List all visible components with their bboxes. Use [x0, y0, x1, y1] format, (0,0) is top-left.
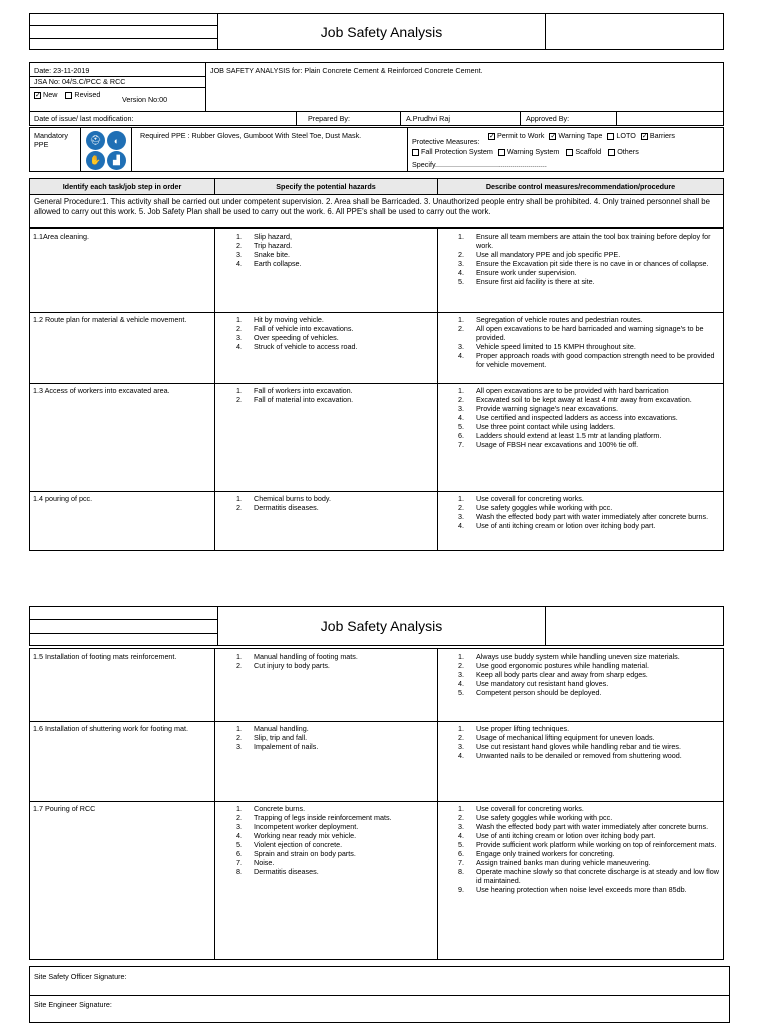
- warning-tape-checkbox[interactable]: ✓: [550, 132, 557, 140]
- page-title-2: Job Safety Analysis: [320, 618, 443, 634]
- control-list-item: 6. Engage only trained workers for concreting.: [458, 849, 615, 858]
- new-checkbox[interactable]: ✓: [35, 91, 41, 99]
- control-list-item: 3. Provide warning signage's near excavations.: [458, 404, 619, 413]
- hazard-list-item: 6. Sprain and strain on body parts.: [236, 849, 356, 858]
- hazard-list-item: 3. Over speeding of vehicles.: [236, 333, 339, 342]
- page-title: Job Safety Analysis: [320, 23, 443, 40]
- control-list-item: 4. Use mandatory cut resistant hand gloves.: [458, 679, 609, 688]
- control-list-item: 4. Unwanted nails to be denailed or removed from shuttering wood.: [458, 751, 682, 760]
- control-list-item: 2. Use good ergonomic postures while handling material.: [458, 661, 649, 670]
- control-list-item: 2. Use all mandatory PPE and job specific PPE.: [458, 250, 621, 259]
- protective-measures-label: Protective Measures:: [412, 137, 480, 146]
- control-list-item: 4. Use of anti itching cream or lotion over itching body part.: [458, 521, 656, 530]
- hazard-list-item: 7. Noise.: [236, 858, 275, 867]
- hazard-list: [232, 386, 432, 404]
- hazard-list-item: 1. Fall of workers into excavation.: [236, 386, 353, 395]
- hazard-list-item: 5. Violent ejection of concrete.: [236, 840, 343, 849]
- control-list-item: 1. Use coverall for concreting works.: [458, 804, 584, 813]
- meta-block: [29, 62, 724, 126]
- control-list-item: 4. Ensure work under supervision.: [458, 268, 577, 277]
- hazard-list-item: 3. Snake bite.: [236, 250, 290, 259]
- hazard-list-item: 1. Chemical burns to body.: [236, 494, 331, 503]
- task-table-page2: [29, 648, 724, 960]
- warning-system-checkbox[interactable]: [498, 149, 505, 156]
- general-procedure: General Procedure:1. This activity shall be carried out under competent supervision. 2. Area shall be Barricaded. 3. Unauthorized people entry shall be prohibited. 4. Only trained personnel shall be allowed to carry out this work. 5. Job Safety Plan shall be used to carry out the work. 6. All PPE's shall be used to carry out the work.: [29, 194, 724, 228]
- protective-measures-row2: Fall Protection System Warning System Scaffold Others: [412, 147, 639, 156]
- task-step: 1.1Area cleaning.: [33, 232, 89, 241]
- header-control: Describe control measures/recommendation/procedure: [485, 182, 676, 191]
- approved-by-label: Approved By:: [526, 114, 570, 123]
- fall-protection-checkbox[interactable]: [412, 149, 419, 156]
- control-list-item: 9. Use hearing protection when noise level exceeds more than 85db.: [458, 885, 687, 894]
- control-list-item: 5. Competent person should be deployed.: [458, 688, 602, 697]
- hazard-list-item: 1. Concrete burns.: [236, 804, 306, 813]
- required-ppe: Required PPE : Rubber Gloves, Gumboot With Steel Toe, Dust Mask.: [140, 131, 362, 140]
- hazard-list-item: 4. Earth collapse.: [236, 259, 302, 268]
- hazard-list-item: 1. Slip hazard,: [236, 232, 292, 241]
- hazard-list: [232, 652, 432, 670]
- helmet-icon: ⛑: [86, 131, 105, 150]
- control-list-item: 2. Usage of mechanical lifting equipment for uneven loads.: [458, 733, 655, 742]
- protective-measures-row1: ✓ Permit to Work ✓ Warning Tape LOTO ✓ Barriers: [489, 131, 675, 140]
- revised-checkbox[interactable]: [65, 92, 72, 99]
- control-list-item: 5. Use three point contact while using ladders.: [458, 422, 616, 431]
- control-list-item: 1. Segregation of vehicle routes and pedestrian routes.: [458, 315, 643, 324]
- hazard-list-item: 3. Impalement of nails.: [236, 742, 319, 751]
- control-list-item: 4. Use certified and inspected ladders as access into excavations.: [458, 413, 678, 422]
- hazard-list: [232, 315, 432, 351]
- hazard-list: [232, 724, 432, 751]
- column-headers: [29, 178, 724, 195]
- ppe-block: [29, 127, 724, 172]
- hazard-list-item: 2. Cut injury to body parts.: [236, 661, 330, 670]
- specify: Specify........................................................: [412, 160, 547, 169]
- task-step: 1.6 Installation of shuttering work for footing mat.: [33, 724, 189, 733]
- prepared-by-label: Prepared By:: [308, 114, 350, 123]
- hazard-list-item: 2. Trip hazard.: [236, 241, 293, 250]
- control-list-item: 2. Excavated soil to be kept away at least 4 mtr away from excavation.: [458, 395, 692, 404]
- control-list-item: 3. Vehicle speed limited to 15 KMPH throughout site.: [458, 342, 636, 351]
- hazard-list-item: 1. Manual handling of footing mats.: [236, 652, 358, 661]
- control-list-item: 4. Use of anti itching cream or lotion over itching body part.: [458, 831, 656, 840]
- hazard-list-item: 2. Trapping of legs inside reinforcement mats.: [236, 813, 392, 822]
- scaffold-checkbox[interactable]: [566, 149, 573, 156]
- control-list-item: 1. Use proper lifting techniques.: [458, 724, 570, 733]
- task-table-page1: [29, 228, 724, 551]
- page1-header: [29, 13, 724, 50]
- control-list-item: 3. Ensure the Excavation pit side there is no cave in or chances of collapse.: [458, 259, 709, 268]
- control-list-item: 5. Provide sufficient work platform while working on top of reinforcement mats.: [458, 840, 717, 849]
- signature-block: [29, 966, 730, 1023]
- control-list: [454, 804, 720, 894]
- ear-protection-icon: ◐: [107, 131, 126, 150]
- safety-officer-signature: Site Safety Officer Signature:: [34, 972, 127, 981]
- control-list-item: 1. Ensure all team members are attain the tool box training before deploy for work.: [458, 232, 711, 250]
- task-step: 1.3 Access of workers into excavated area.: [33, 386, 170, 395]
- header-hazard: Specify the potential hazards: [276, 182, 376, 191]
- others-checkbox[interactable]: [608, 149, 615, 156]
- control-list-item: 2. Use safety goggles while working with pcc.: [458, 813, 613, 822]
- hazard-list-item: 4. Struck of vehicle to access road.: [236, 342, 358, 351]
- revision-checkboxes: ✓ New Revised: [35, 90, 101, 99]
- hazard-list-item: 2. Slip, trip and fall.: [236, 733, 308, 742]
- control-list-item: 3. Wash the effected body part with water immediately after concrete burns.: [458, 512, 709, 521]
- hazard-list-item: 8. Dermatitis diseases.: [236, 867, 319, 876]
- hazard-list: [232, 804, 432, 876]
- control-list-item: 1. Use coverall for concreting works.: [458, 494, 584, 503]
- control-list-item: 6. Ladders should extend at least 1.5 mtr at landing platform.: [458, 431, 662, 440]
- hazard-list-item: 2. Fall of material into excavation.: [236, 395, 354, 404]
- engineer-signature: Site Engineer Signature:: [34, 1000, 112, 1009]
- barriers-checkbox[interactable]: ✓: [641, 132, 648, 140]
- hazard-list-item: 3. Incompetent worker deployment.: [236, 822, 359, 831]
- control-list: [454, 724, 720, 760]
- hazard-list-item: 1. Hit by moving vehicle.: [236, 315, 324, 324]
- loto-checkbox[interactable]: [607, 133, 614, 140]
- hazard-list-item: 2. Fall of vehicle into excavations.: [236, 324, 354, 333]
- mandatory-ppe-label: Mandatory PPE: [34, 131, 68, 149]
- permit-checkbox[interactable]: ✓: [489, 132, 495, 140]
- control-list: [454, 232, 720, 286]
- hazard-list-item: 2. Dermatitis diseases.: [236, 503, 319, 512]
- hazard-list-item: 1. Manual handling.: [236, 724, 309, 733]
- control-list-item: 7. Assign trained banks man during vehicle maneuvering.: [458, 858, 651, 867]
- task-step: 1.7 Pouring of RCC: [33, 804, 96, 813]
- control-list: [454, 315, 720, 369]
- control-list: [454, 652, 720, 697]
- boots-icon: ▟: [107, 151, 126, 170]
- control-list-item: 4. Proper approach roads with good compaction strength need to be provided for vehicle movement.: [458, 351, 715, 369]
- prepared-by-name: A.Prudhvi Raj: [406, 114, 450, 123]
- hazard-list: [232, 494, 432, 512]
- control-list-item: 7. Usage of FBSH near excavations and 100% tie off.: [458, 440, 639, 449]
- control-list-item: 2. Use safety goggles while working with pcc.: [458, 503, 613, 512]
- version: Version No:00: [122, 95, 168, 104]
- task-step: 1.4 pouring of pcc.: [33, 494, 93, 503]
- header-task: Identify each task/job step in order: [62, 182, 182, 191]
- control-list-item: 5. Ensure first aid facility is there at site.: [458, 277, 595, 286]
- control-list-item: 8. Operate machine slowly so that concrete discharge is at steady and low flow id maintained.: [458, 867, 719, 885]
- hazard-list-item: 4. Working near ready mix vehicle.: [236, 831, 357, 840]
- date: Date: 23-11-2019: [34, 66, 90, 75]
- control-list-item: 1. Always use buddy system while handling uneven size materials.: [458, 652, 680, 661]
- task-step: 1.2 Route plan for material & vehicle movement.: [33, 315, 187, 324]
- control-list-item: 3. Use cut resistant hand gloves while handling rebar and tie wires.: [458, 742, 681, 751]
- control-list-item: 2. All open excavations to be hard barricaded and warning signage's to be provided.: [458, 324, 704, 342]
- hazard-list: [232, 232, 432, 268]
- task-step: 1.5 Installation of footing mats reinforcement.: [33, 652, 177, 661]
- control-list-item: 3. Wash the effected body part with water immediately after concrete burns.: [458, 822, 709, 831]
- control-list-item: 3. Keep all body parts clear and away from sharp edges.: [458, 670, 648, 679]
- jsa-number: JSA No: 04/S.C/PCC & RCC: [34, 77, 126, 86]
- date-of-issue-label: Date of issue/ last modification:: [34, 114, 134, 123]
- control-list: [454, 494, 720, 530]
- jsa-for: JOB SAFETY ANALYSIS for: Plain Concrete Cement & Reinforced Concrete Cement.: [210, 66, 483, 75]
- control-list: [454, 386, 720, 449]
- page2-header: [29, 606, 724, 646]
- control-list-item: 1. All open excavations are to be provided with hard barrication: [458, 386, 669, 395]
- gloves-icon: ✋: [86, 151, 105, 170]
